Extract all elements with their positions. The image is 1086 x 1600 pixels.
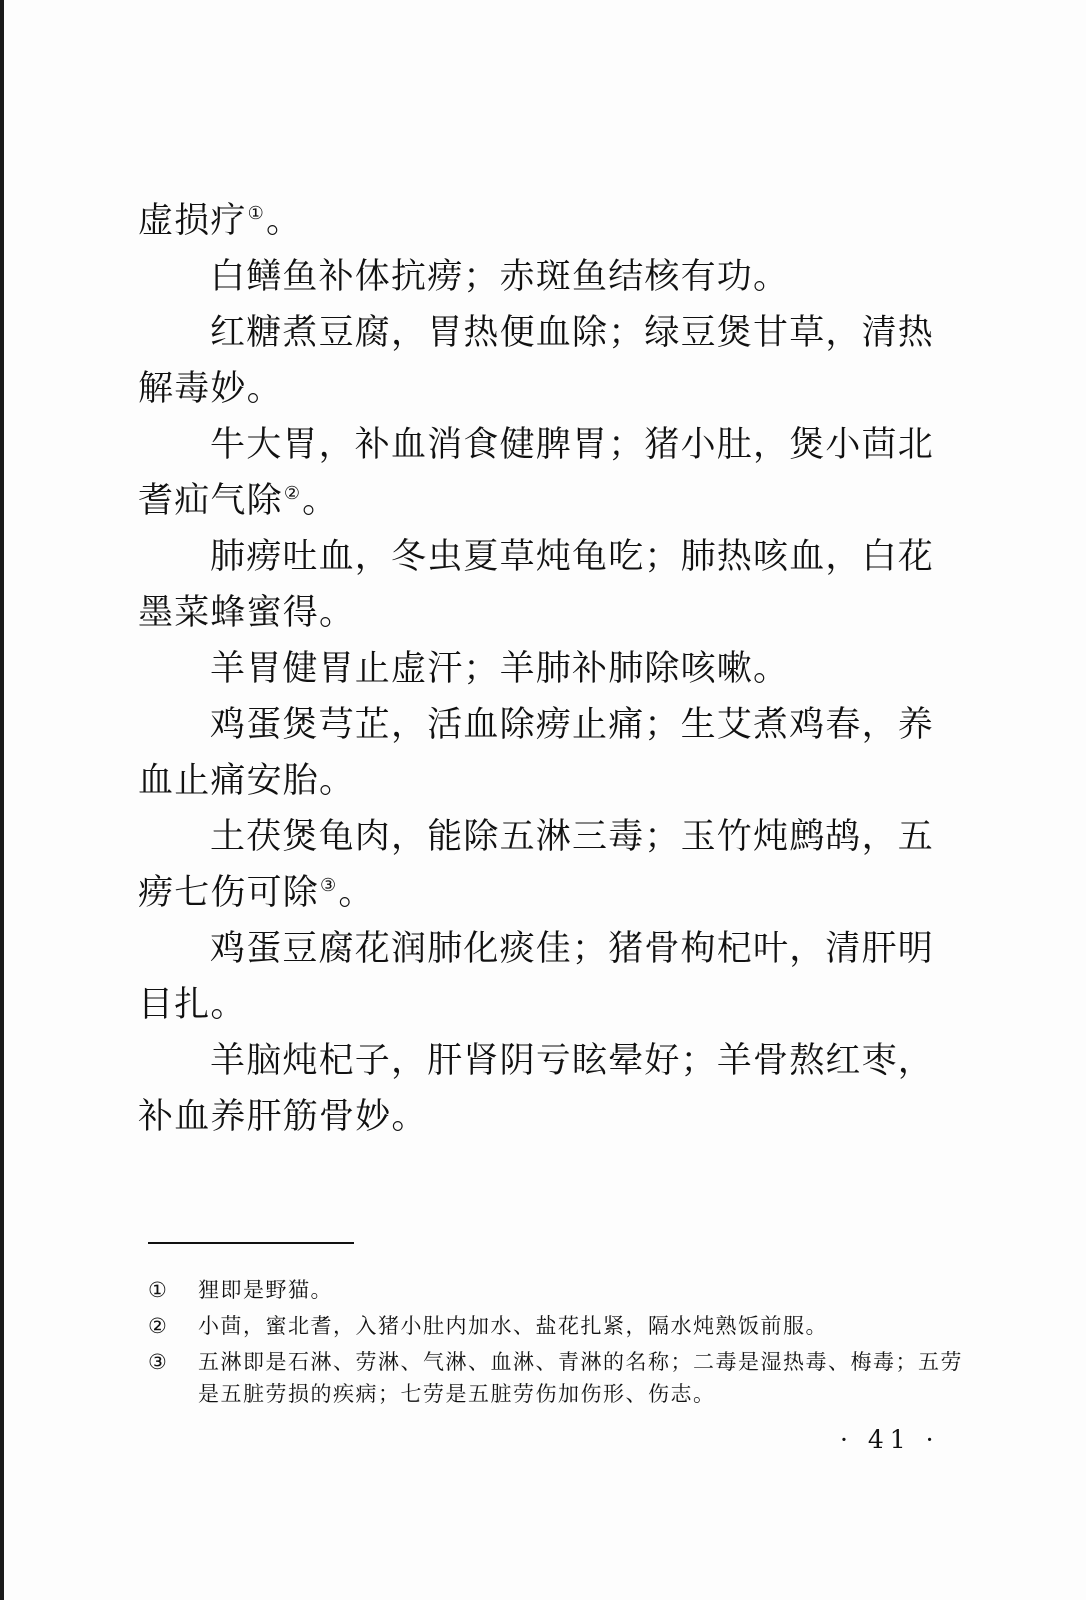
main-text — [138, 193, 970, 1145]
footnote-mark: ③ — [148, 1350, 167, 1374]
footnote-text: 小茴，蜜北耆，入猪小肚内加水、盐花扎紧，隔水炖熟饭前服。 — [198, 1314, 828, 1338]
footnote — [148, 1274, 978, 1306]
page-number: · 41 · — [840, 1425, 940, 1454]
footnote — [148, 1346, 978, 1410]
paragraph: 羊脑炖杞子，肝肾阴亏眩晕好；羊骨熬红枣，补血养肝筋骨妙。 — [138, 1041, 935, 1137]
footnote-ref: ③ — [320, 875, 338, 897]
paragraph: 白鳝鱼补体抗痨；赤斑鱼结核有功。 — [210, 257, 790, 297]
footnote-ref: ② — [283, 483, 302, 505]
paragraph: 鸡蛋煲芎芷，活血除痨止痛；生艾煮鸡春，养血止痛安胎。 — [138, 705, 935, 801]
paragraph: 土茯煲龟肉，能除五淋三毒；玉竹炖鹧鸪，五痨七伤可除③。 — [138, 817, 935, 913]
scan-edge — [0, 0, 4, 1600]
paragraph: 肺痨吐血，冬虫夏草炖龟吃；肺热咳血，白花墨菜蜂蜜得。 — [138, 537, 935, 633]
paragraph: 羊胃健胃止虚汗；羊肺补肺除咳嗽。 — [210, 649, 790, 689]
footnote-separator — [148, 1242, 354, 1244]
footnote-ref: ① — [247, 203, 265, 225]
footnote-text: 五淋即是石淋、劳淋、气淋、血淋、青淋的名称；二毒是湿热毒、梅毒；五劳是五脏劳损的疾病；七劳是五脏劳伤加伤形、伤志。 — [198, 1350, 963, 1406]
footnotes — [148, 1274, 978, 1414]
footnote — [148, 1310, 978, 1342]
paragraph: 鸡蛋豆腐花润肺化痰佳；猪骨枸杞叶，清肝明目扎。 — [138, 929, 935, 1025]
paragraph: 牛大胃，补血消食健脾胃；猪小肚，煲小茴北耆疝气除②。 — [138, 425, 935, 521]
footnote-text: 狸即是野猫。 — [198, 1278, 333, 1302]
paragraph: 红糖煮豆腐，胃热便血除；绿豆煲甘草，清热解毒妙。 — [138, 313, 935, 409]
footnote-mark: ② — [148, 1314, 167, 1338]
footnote-mark: ① — [148, 1278, 167, 1302]
paragraph: 虚损疗①。 — [138, 201, 303, 241]
